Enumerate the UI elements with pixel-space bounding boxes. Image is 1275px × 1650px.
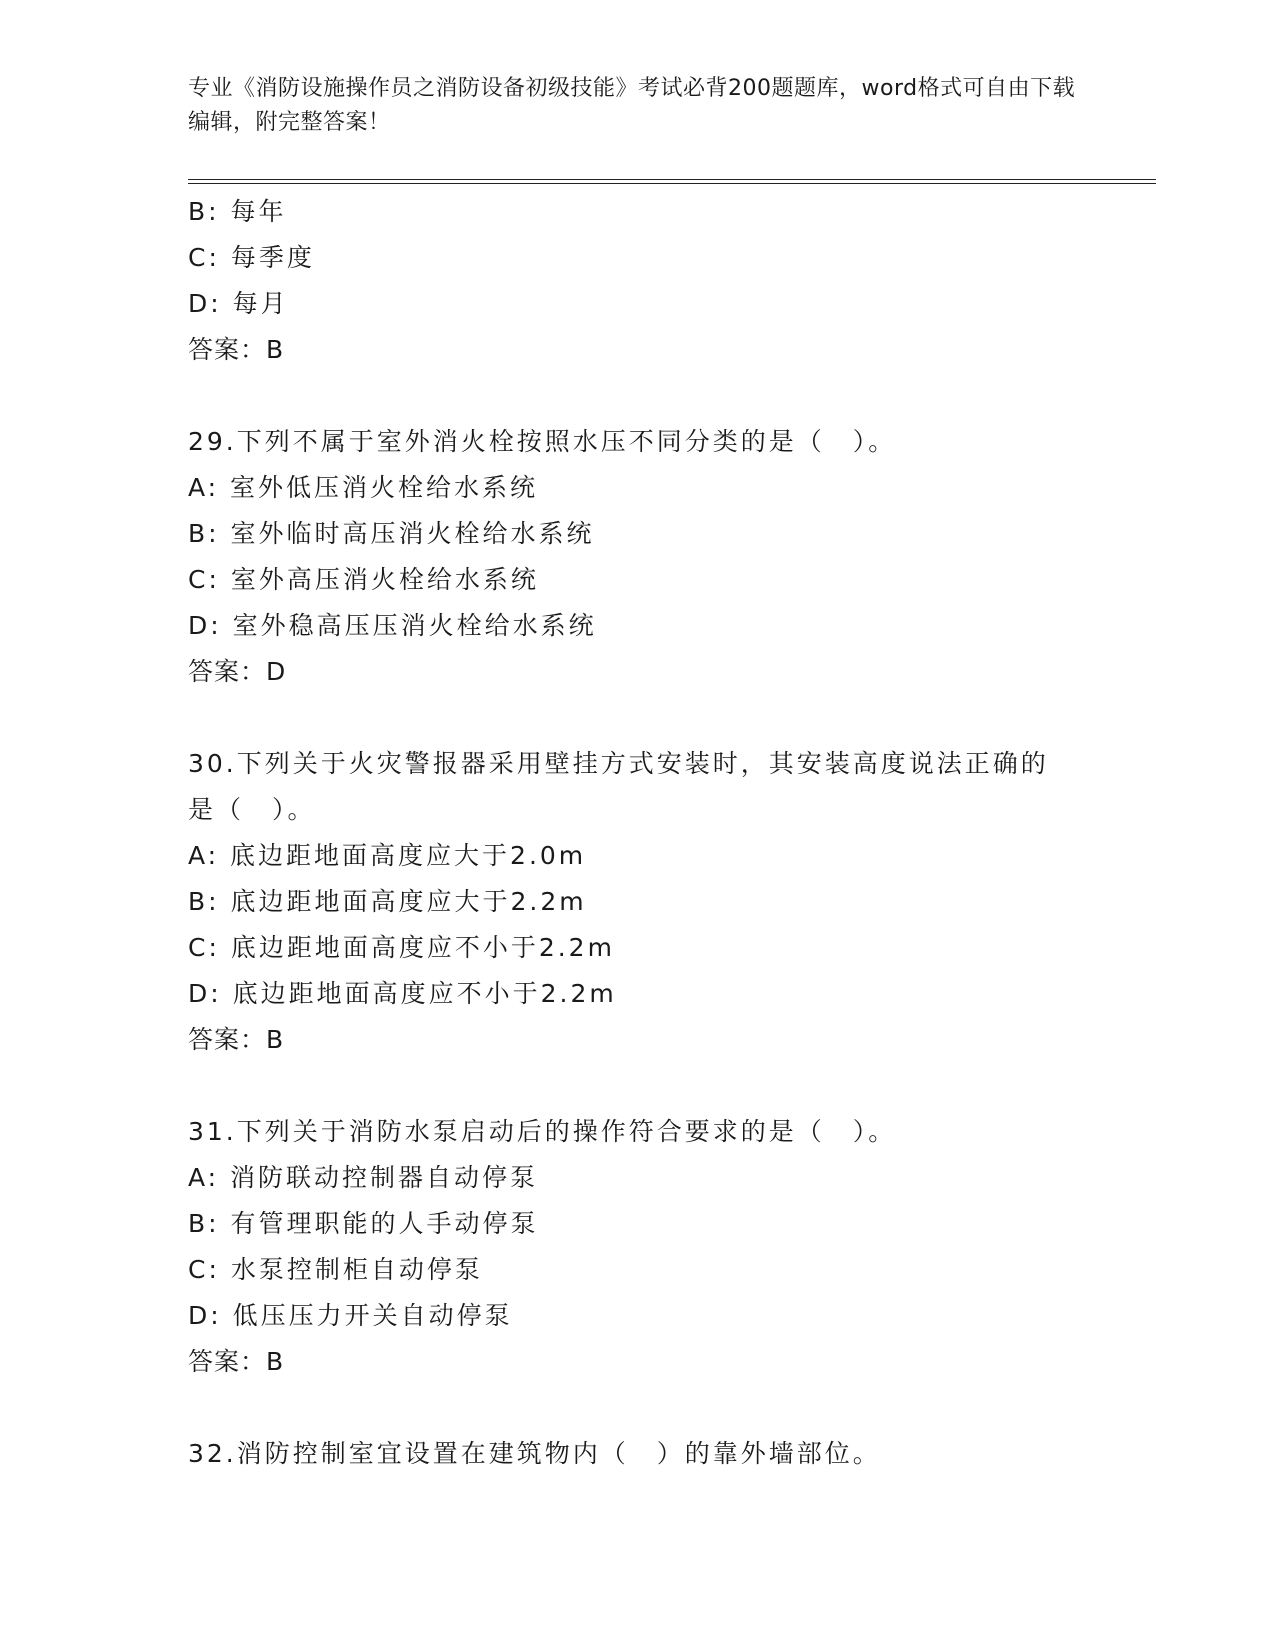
spacer xyxy=(188,695,1108,741)
question-30-block xyxy=(188,741,1108,1063)
question-text: 30.下列关于火灾警报器采用壁挂方式安装时，其安装高度说法正确的 xyxy=(188,749,1049,778)
header-rule-top xyxy=(188,179,1156,180)
answer: 答案：D xyxy=(188,657,287,686)
question-text: 31.下列关于消防水泵启动后的操作符合要求的是（ ）。 xyxy=(188,1117,897,1146)
option-c: C: 底边距地面高度应不小于2.2m xyxy=(188,933,615,962)
option-c: C: 室外高压消火栓给水系统 xyxy=(188,565,539,594)
question-29-block xyxy=(188,419,1108,695)
option-d: D: 每月 xyxy=(188,289,289,318)
spacer xyxy=(188,1063,1108,1109)
option-c: C: 每季度 xyxy=(188,243,315,272)
question-28-block xyxy=(188,189,1108,373)
answer: 答案：B xyxy=(188,335,285,364)
answer: 答案：B xyxy=(188,1347,285,1376)
option-c: C: 水泵控制柜自动停泵 xyxy=(188,1255,483,1284)
option-b: B: 室外临时高压消火栓给水系统 xyxy=(188,519,595,548)
question-text: 29.下列不属于室外消火栓按照水压不同分类的是（ ）。 xyxy=(188,427,897,456)
option-d: D: 室外稳高压压消火栓给水系统 xyxy=(188,611,597,640)
question-31-block xyxy=(188,1109,1108,1385)
document-header: 专业《消防设施操作员之消防设备初级技能》考试必背200题题库，word格式可自由下载编辑，附完整答案！ xyxy=(188,76,1076,135)
header-rule-bottom xyxy=(188,183,1156,184)
question-text-continued: 是（ ）。 xyxy=(188,795,316,824)
document-body xyxy=(188,189,1108,1477)
spacer xyxy=(188,1385,1108,1431)
option-b: B: 底边距地面高度应大于2.2m xyxy=(188,887,587,916)
option-d: D: 低压压力开关自动停泵 xyxy=(188,1301,513,1330)
option-a: A: 消防联动控制器自动停泵 xyxy=(188,1163,539,1192)
spacer xyxy=(188,373,1108,419)
option-b: B: 有管理职能的人手动停泵 xyxy=(188,1209,539,1238)
option-d: D: 底边距地面高度应不小于2.2m xyxy=(188,979,617,1008)
question-text: 32.消防控制室宜设置在建筑物内（ ）的靠外墙部位。 xyxy=(188,1439,881,1468)
answer: 答案：B xyxy=(188,1025,285,1054)
option-a: A: 室外低压消火栓给水系统 xyxy=(188,473,539,502)
option-a: A: 底边距地面高度应大于2.0m xyxy=(188,841,587,870)
question-32-block xyxy=(188,1431,1108,1477)
option-b: B: 每年 xyxy=(188,197,287,226)
